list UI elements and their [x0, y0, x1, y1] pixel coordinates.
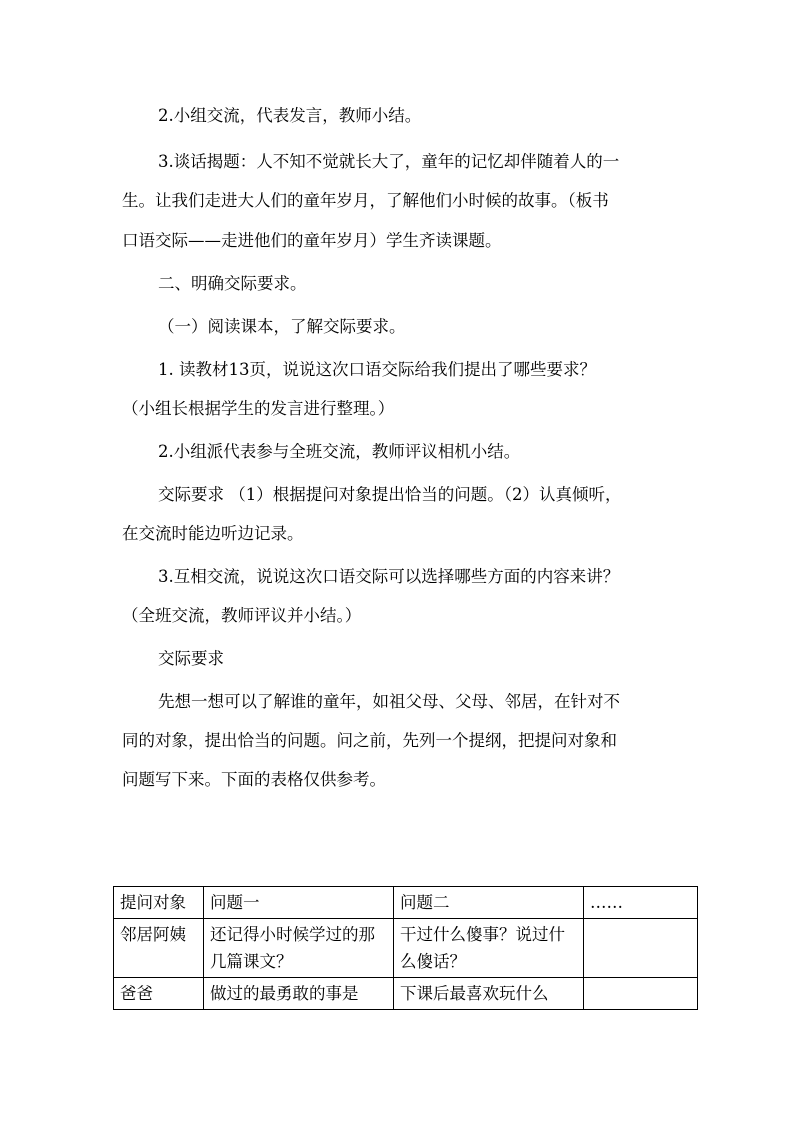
- table-cell: 邻居阿姨: [114, 919, 204, 978]
- paragraph-requirements-label: 交际要求: [158, 649, 224, 668]
- paragraph-topic-line-2: 生。让我们走进大人们的童年岁月，了解他们小时候的故事。（板书: [122, 191, 609, 210]
- header-cell-question-1: 问题一: [204, 887, 394, 919]
- paragraph-read-textbook-line-1: 1. 读教材13页，说说这次口语交际给我们提出了哪些要求？: [158, 360, 596, 379]
- table-cell: [584, 919, 698, 978]
- header-cell-target: 提问对象: [114, 887, 204, 919]
- question-table: [113, 886, 698, 1010]
- paragraph-read-textbook-line-2: （小组长根据学生的发言进行整理。）: [122, 399, 395, 418]
- paragraph-topic-line-3: 口语交际——走进他们的童年岁月）学生齐读课题。: [122, 231, 502, 250]
- paragraph-requirements-line-1: 交际要求 （1）根据提问对象提出恰当的问题。（2）认真倾听，: [158, 485, 622, 504]
- table-cell: 干过什么傻事？说过什么傻话？: [394, 919, 584, 978]
- paragraph-class-exchange: 2.小组派代表参与全班交流，教师评议相机小结。: [158, 442, 521, 461]
- header-cell-question-2: 问题二: [394, 887, 584, 919]
- table-cell: 做过的最勇敢的事是: [204, 978, 394, 1010]
- table-row: [114, 978, 698, 1010]
- table-cell: 下课后最喜欢玩什么: [394, 978, 584, 1010]
- paragraph-instructions-line-2: 同的对象，提出恰当的问题。问之前，先列一个提纲，把提问对象和: [122, 731, 617, 750]
- paragraph-group-exchange: 2.小组交流，代表发言，教师小结。: [158, 106, 422, 125]
- header-cell-more: ……: [584, 887, 698, 919]
- paragraph-topic-line-1: 3.谈话揭题：人不知不觉就长大了，童年的记忆却伴随着人的一: [158, 152, 620, 171]
- table-cell: [584, 978, 698, 1010]
- paragraph-requirements-line-2: 在交流时能边听边记录。: [122, 524, 304, 543]
- section-heading-requirements: 二、明确交际要求。: [158, 274, 307, 293]
- paragraph-mutual-exchange-line-1: 3.互相交流，说说这次口语交际可以选择哪些方面的内容来讲？: [158, 567, 620, 586]
- table-row: [114, 919, 698, 978]
- table-header-row: [114, 887, 698, 919]
- paragraph-instructions-line-1: 先想一想可以了解谁的童年，如祖父母、父母、邻居，在针对不: [158, 692, 620, 711]
- table-cell: 爸爸: [114, 978, 204, 1010]
- paragraph-mutual-exchange-line-2: （全班交流，教师评议并小结。）: [122, 606, 362, 625]
- table-cell: 还记得小时候学过的那几篇课文？: [204, 919, 394, 978]
- subsection-heading-read: （一）阅读课本，了解交际要求。: [158, 317, 406, 336]
- paragraph-instructions-line-3: 问题写下来。下面的表格仅供参考。: [122, 770, 386, 789]
